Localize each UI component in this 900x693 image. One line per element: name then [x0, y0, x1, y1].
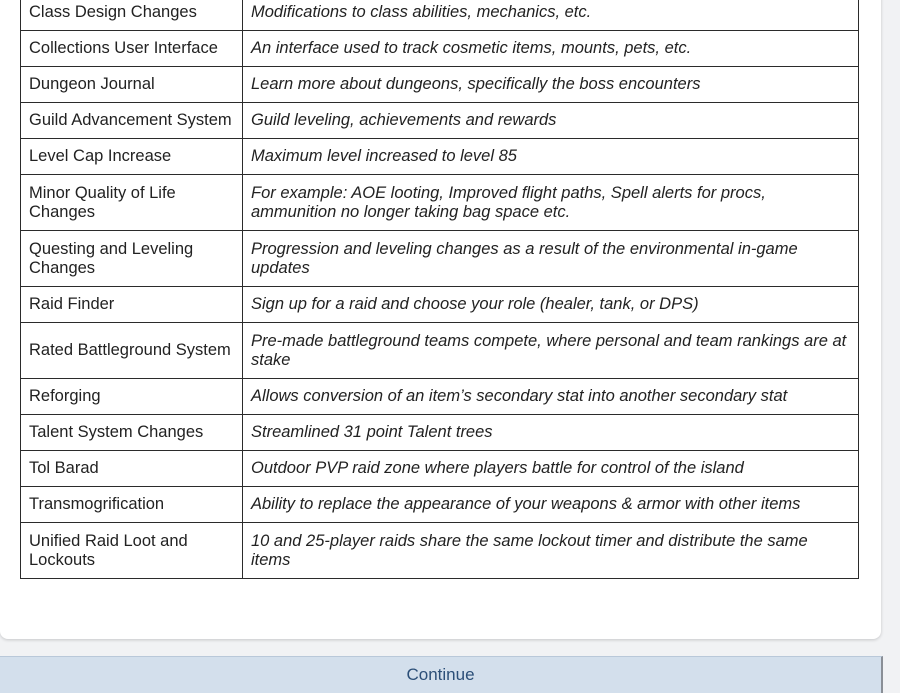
feature-description: Ability to replace the appearance of your weapons & armor with other items	[243, 487, 859, 523]
feature-name: Tol Barad	[21, 451, 243, 487]
feature-name: Questing and Leveling Changes	[21, 231, 243, 287]
feature-description: Pre-made battleground teams compete, where personal and team rankings are at stake	[243, 323, 859, 379]
feature-description: Modifications to class abilities, mechanics, etc.	[243, 0, 859, 31]
feature-description: Guild leveling, achievements and rewards	[243, 103, 859, 139]
feature-description: For example: AOE looting, Improved flight paths, Spell alerts for procs, ammunition no longer taking bag space etc.	[243, 175, 859, 231]
table-row	[21, 175, 859, 231]
feature-name: Reforging	[21, 379, 243, 415]
table-row	[21, 31, 859, 67]
feature-name: Raid Finder	[21, 287, 243, 323]
table-row	[21, 139, 859, 175]
feature-name: Rated Battleground System	[21, 323, 243, 379]
feature-name: Level Cap Increase	[21, 139, 243, 175]
continue-button-label: Continue	[406, 665, 475, 684]
feature-description: Streamlined 31 point Talent trees	[243, 415, 859, 451]
feature-name: Unified Raid Loot and Lockouts	[21, 523, 243, 579]
feature-name: Class Design Changes	[21, 0, 243, 31]
feature-name: Guild Advancement System	[21, 103, 243, 139]
feature-name: Dungeon Journal	[21, 67, 243, 103]
feature-description: An interface used to track cosmetic items, mounts, pets, etc.	[243, 31, 859, 67]
feature-name: Collections User Interface	[21, 31, 243, 67]
table-row	[21, 287, 859, 323]
feature-description: Progression and leveling changes as a result of the environmental in-game updates	[243, 231, 859, 287]
table-row	[21, 379, 859, 415]
table-row	[21, 451, 859, 487]
table-row	[21, 231, 859, 287]
feature-description: Maximum level increased to level 85	[243, 139, 859, 175]
feature-description: Allows conversion of an item’s secondary stat into another secondary stat	[243, 379, 859, 415]
table-row	[21, 523, 859, 579]
table-row	[21, 323, 859, 379]
feature-description: 10 and 25-player raids share the same lockout timer and distribute the same items	[243, 523, 859, 579]
feature-name: Minor Quality of Life Changes	[21, 175, 243, 231]
features-table	[20, 0, 859, 579]
table-row	[21, 103, 859, 139]
table-row	[21, 0, 859, 31]
feature-name: Transmogrification	[21, 487, 243, 523]
table-row	[21, 415, 859, 451]
feature-description: Sign up for a raid and choose your role (healer, tank, or DPS)	[243, 287, 859, 323]
feature-name: Talent System Changes	[21, 415, 243, 451]
feature-description: Outdoor PVP raid zone where players battle for control of the island	[243, 451, 859, 487]
continue-button[interactable]	[0, 656, 883, 693]
feature-description: Learn more about dungeons, specifically the boss encounters	[243, 67, 859, 103]
table-row	[21, 67, 859, 103]
table-row	[21, 487, 859, 523]
